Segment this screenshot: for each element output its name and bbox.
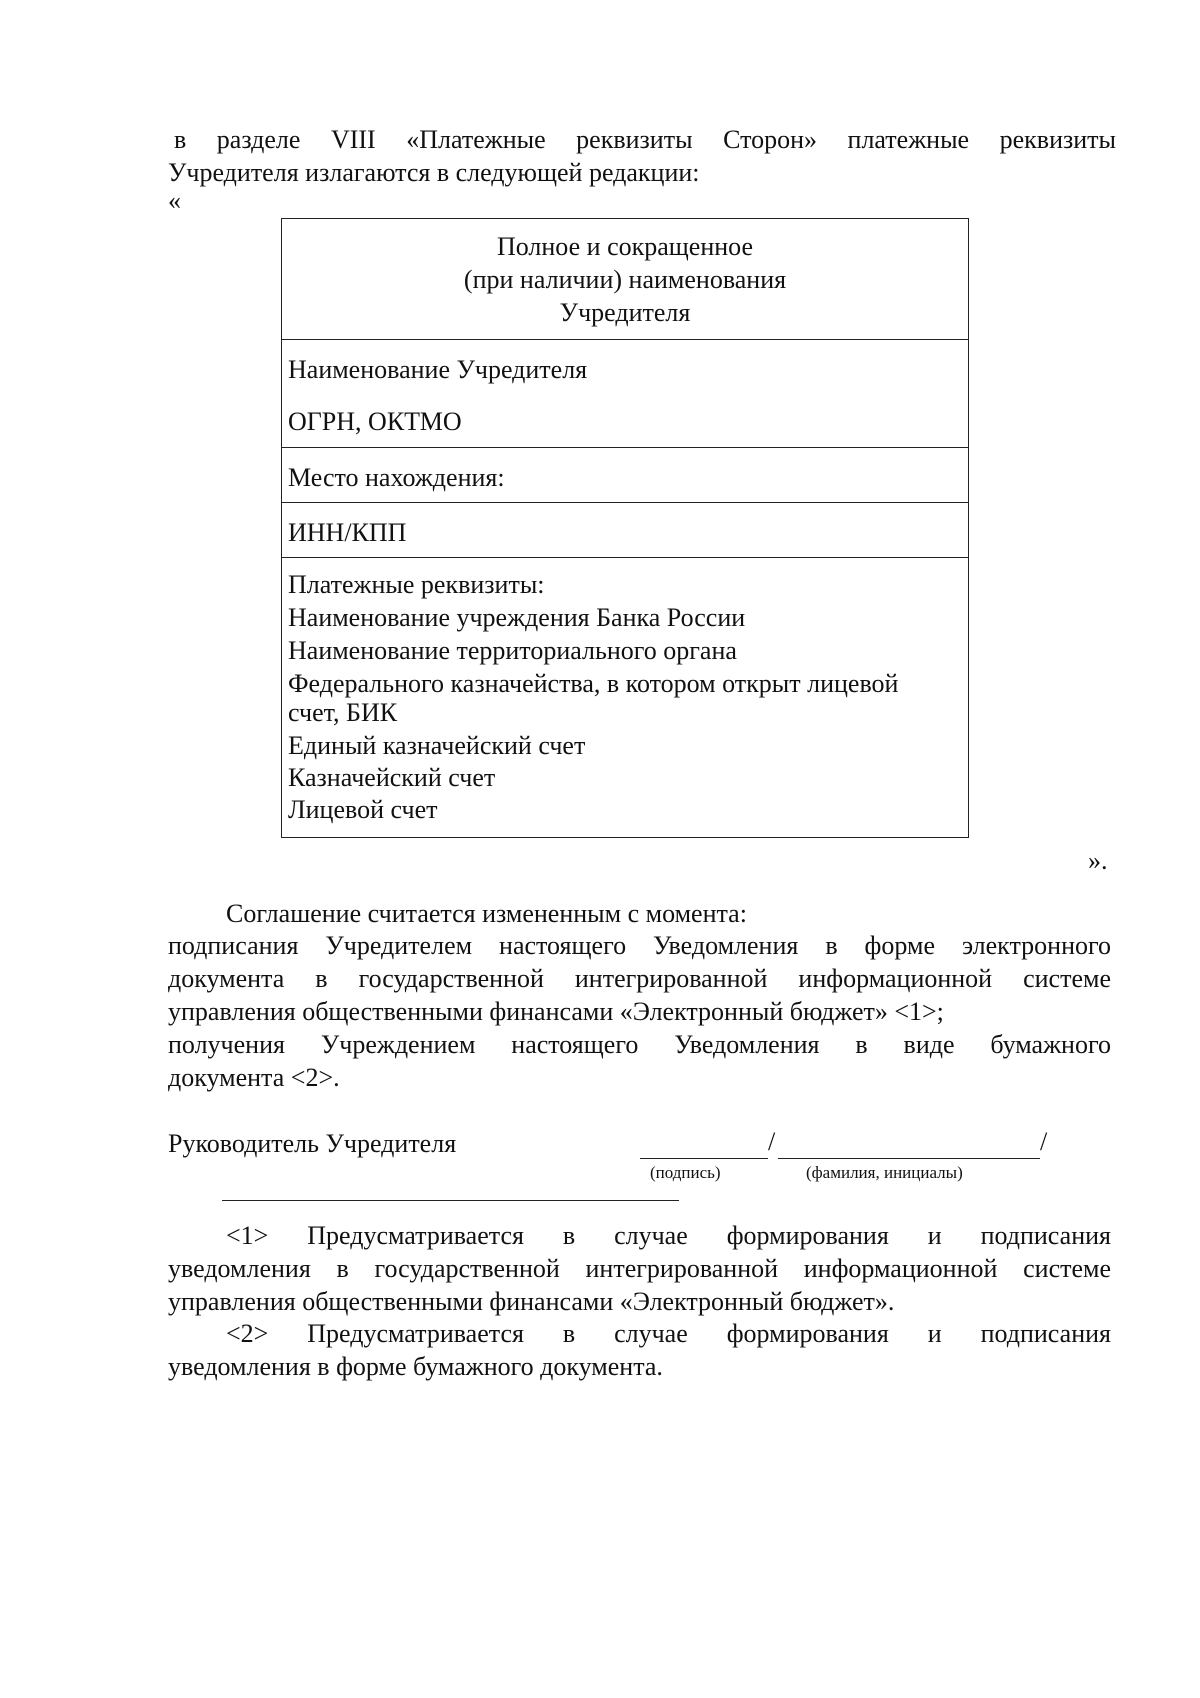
agreement-line-6: документа <2>. <box>168 1063 340 1092</box>
open-quote: « <box>168 186 181 215</box>
agreement-line-2: подписания Учредителем настоящего Уведомления в форме электронного <box>168 931 1111 960</box>
footnote-2-line-2: уведомления в форме бумажного документа. <box>168 1352 663 1381</box>
signatory-role: Руководитель Учредителя <box>168 1129 457 1158</box>
location-label: Место нахождения: <box>288 463 505 492</box>
agreement-line-1: Соглашение считается измененным с момента: <box>226 899 747 928</box>
agreement-line-4: управления общественными финансами «Электронный бюджет» <1>; <box>168 997 944 1026</box>
table-divider <box>282 557 968 558</box>
footnote-1-line-2: уведомления в государственной интегрированной информационной системе <box>168 1254 1111 1283</box>
intro-line-2: Учредителя излагаются в следующей редакции: <box>168 158 700 187</box>
payment-details-line: счет, БИК <box>288 698 398 727</box>
footnote-1-line-3: управления общественными финансами «Электронный бюджет». <box>168 1287 895 1316</box>
payment-details-line: Федерального казначейства, в котором открыт лицевой <box>288 669 899 698</box>
signature-underline <box>640 1158 768 1159</box>
footnote-2-line-1: <2> Предусматривается в случае формирования и подписания <box>226 1319 1111 1348</box>
agreement-line-5: получения Учреждением настоящего Уведомления в виде бумажного <box>168 1030 1111 1059</box>
table-header-line-2: (при наличии) наименования <box>463 265 787 294</box>
close-quote: ». <box>1088 846 1108 875</box>
payment-details-line: Наименование территориального органа <box>288 636 737 665</box>
payment-details-table <box>281 218 969 838</box>
footnote-separator <box>222 1200 679 1201</box>
agreement-line-3: документа в государственной интегрированной информационной системе <box>168 964 1111 993</box>
footnote-1-line-1: <1> Предусматривается в случае формирования и подписания <box>226 1221 1111 1250</box>
table-header-line-1: Полное и сокращенное <box>496 232 754 261</box>
inn-kpp-label: ИНН/КПП <box>288 518 407 547</box>
signature-slash-2: / <box>1040 1127 1048 1156</box>
payment-details-line: Лицевой счет <box>288 795 438 824</box>
table-divider <box>282 339 968 340</box>
payment-details-line: Наименование учреждения Банка России <box>288 603 746 632</box>
table-divider <box>282 447 968 448</box>
ogrn-oktmo-label: ОГРН, ОКТМО <box>288 407 462 436</box>
intro-line-1: в разделе VIII «Платежные реквизиты Сторон» платежные реквизиты <box>174 125 1116 154</box>
payment-details-line: Платежные реквизиты: <box>288 570 545 599</box>
table-header-line-3: Учредителя <box>559 298 691 327</box>
name-underline <box>778 1158 1040 1159</box>
payment-details-line: Казначейский счет <box>288 763 496 792</box>
name-caption: (фамилия, инициалы) <box>806 1163 963 1182</box>
signature-caption: (подпись) <box>650 1163 721 1182</box>
payment-details-line: Единый казначейский счет <box>288 731 586 760</box>
signature-slash-1: / <box>768 1127 776 1156</box>
founder-name-label: Наименование Учредителя <box>288 355 588 384</box>
table-divider <box>282 502 968 503</box>
